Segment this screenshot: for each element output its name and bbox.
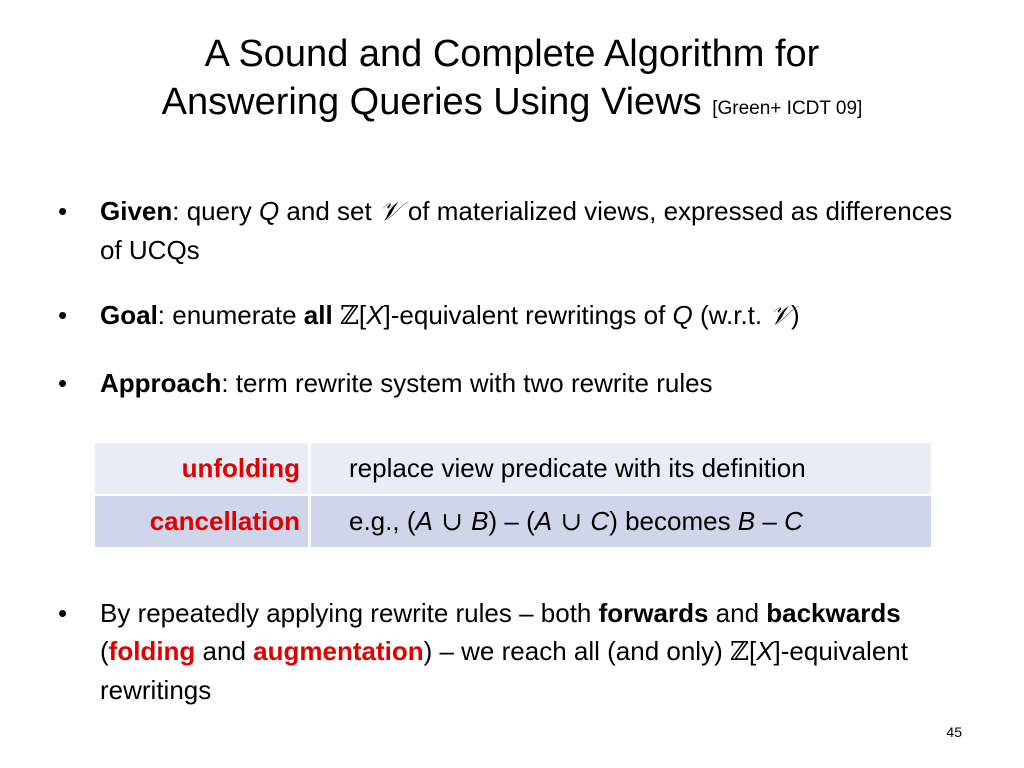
repeat-text-2: and	[708, 598, 767, 628]
cancel-text-3: ) becomes	[609, 506, 738, 536]
title-line-1: A Sound and Complete Algorithm for	[204, 33, 820, 75]
rule-desc-cancellation	[310, 495, 932, 547]
goal-views-symbol: 𝒱	[769, 301, 792, 331]
bullet-repeat-text	[100, 594, 960, 709]
repeat-text-1: By repeatedly applying rewrite rules – both	[100, 598, 599, 628]
repeat-backwards: backwards	[766, 598, 901, 628]
repeat-augmentation: augmentation	[253, 636, 424, 666]
bullet-marker: •	[58, 196, 68, 226]
repeat-forwards: forwards	[598, 598, 709, 628]
goal-text-1: : enumerate	[157, 300, 304, 330]
approach-label: Approach	[100, 368, 222, 398]
rule-name-cancellation: cancellation	[95, 495, 310, 547]
table-row-cancellation	[95, 495, 931, 547]
goal-text-2	[333, 300, 340, 330]
bullet-goal-text	[100, 296, 960, 335]
goal-query-symbol: Q	[672, 300, 693, 330]
goal-x-symbol: X	[366, 300, 384, 330]
bullet-approach-text	[100, 364, 960, 402]
given-label: Given	[100, 196, 173, 226]
repeat-text-6: -equivalent rewritings	[100, 636, 908, 705]
goal-text-4: (w.r.t.	[692, 300, 770, 330]
given-text-2: and set	[279, 196, 379, 226]
cancel-c-2: C	[784, 506, 803, 536]
cancel-b-2: B	[737, 506, 756, 536]
cancel-a-1: A	[415, 506, 433, 536]
approach-text: : term rewrite system with two rewrite rules	[221, 368, 713, 398]
goal-label: Goal	[100, 300, 158, 330]
cancel-a-2: A	[534, 506, 553, 536]
goal-bracket-open: [	[358, 300, 367, 330]
cancel-union-2: ∪	[552, 507, 591, 537]
repeat-bracket-close: ]	[773, 636, 781, 666]
cancel-text-1: e.g., (	[349, 506, 416, 536]
repeat-integers-symbol: ℤ	[729, 637, 749, 667]
goal-all: all	[303, 300, 333, 330]
title-line-2-text: Answering Queries Using Views	[161, 81, 702, 123]
bullet-marker: •	[58, 300, 68, 330]
repeat-text-4: and	[195, 636, 254, 666]
repeat-text-3: (	[100, 636, 109, 666]
given-query-symbol: Q	[258, 196, 280, 226]
cancel-text-2: ) – (	[488, 506, 535, 536]
title-citation: [Green+ ICDT 09]	[712, 98, 863, 119]
cancel-minus: –	[755, 506, 785, 536]
rewrite-rules-table	[95, 443, 931, 547]
repeat-folding: folding	[108, 636, 196, 666]
goal-integers-symbol: ℤ	[339, 301, 359, 331]
bullet-marker: •	[58, 598, 68, 628]
given-text-1: : query	[172, 196, 259, 226]
page-number: 45	[946, 724, 962, 740]
cancel-b-1: B	[471, 506, 489, 536]
bullet-marker: •	[58, 368, 68, 398]
goal-text-3: -equivalent rewritings of	[390, 300, 673, 330]
goal-text-5: )	[791, 300, 800, 330]
rule-desc-unfolding: replace view predicate with its definition	[310, 443, 932, 495]
title-line-2	[0, 78, 1024, 133]
repeat-text-5: ) – we reach all (and only)	[423, 636, 730, 666]
repeat-x-symbol: X	[756, 636, 774, 666]
bullet-given-text	[100, 192, 960, 269]
repeat-bracket-open: [	[748, 636, 757, 666]
given-text-3: of materialized views, expressed as differences of UCQs	[100, 196, 953, 265]
cancel-c-1: C	[590, 506, 610, 536]
slide-title	[0, 30, 1024, 133]
cancel-union-1: ∪	[432, 507, 472, 537]
given-views-symbol: 𝒱	[378, 197, 401, 227]
rule-name-unfolding: unfolding	[95, 443, 310, 495]
goal-bracket-close: ]	[383, 300, 391, 330]
table-row-unfolding	[95, 443, 931, 495]
